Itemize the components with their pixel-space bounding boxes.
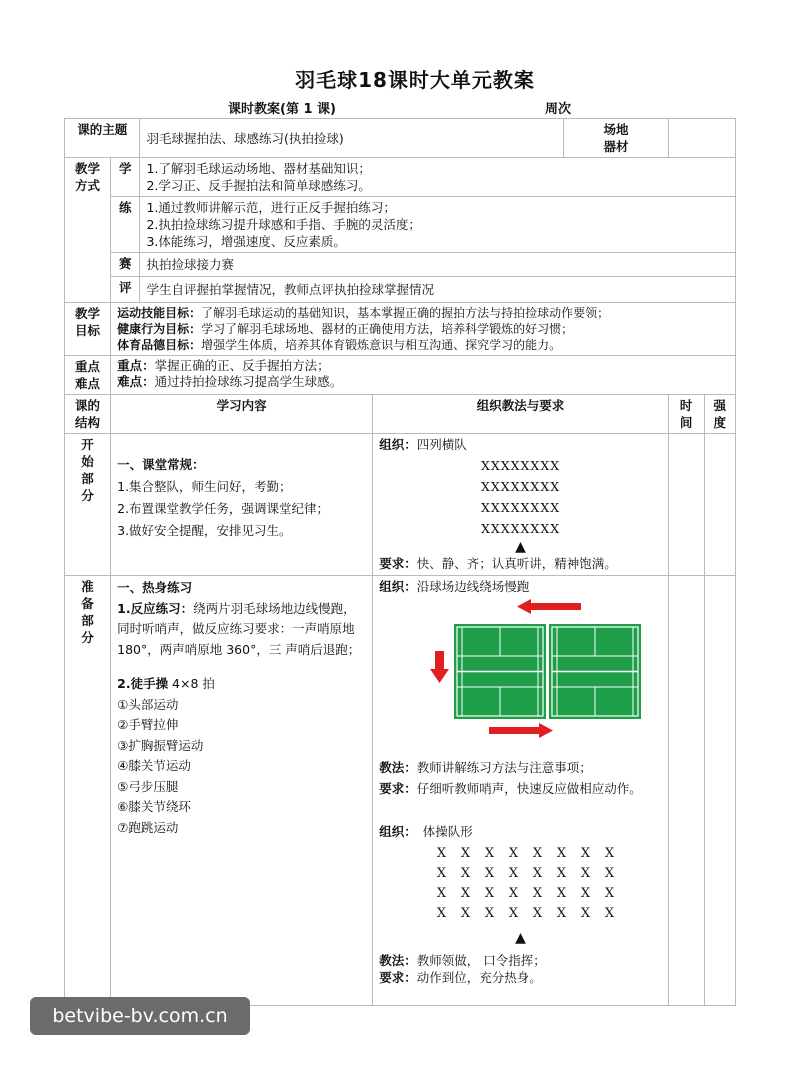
structure-label-line-1: 课的: [75, 398, 101, 413]
topic-label: 课的主题: [65, 119, 140, 158]
exercise-item: ⑦跑跳运动: [117, 819, 179, 835]
topic-value: 羽毛球握拍法、球感练习(执拍捡球): [140, 119, 564, 158]
method-key-evaluate: 评: [111, 277, 140, 303]
formation-student-mark: X: [556, 846, 567, 861]
formation-student-mark: X: [604, 846, 615, 861]
method-header: 组织教法与要求: [373, 395, 669, 434]
method-line: 1.了解羽毛球运动场地、器材基础知识；: [146, 161, 371, 176]
req-value: 动作到位，充分热身。: [416, 970, 542, 985]
prep-method-2: [379, 952, 662, 969]
exercise-item: ④膝关节运动: [117, 758, 191, 773]
formation-student-mark: X: [484, 846, 495, 861]
start-intensity-cell: [704, 434, 736, 576]
goal-name: 健康行为目标：: [117, 322, 202, 336]
prep-content: [111, 576, 373, 1006]
part-char: 分: [81, 630, 94, 645]
start-item: 3.做好安全提醒，安排见习生。: [117, 523, 292, 538]
arrow-left-icon: [517, 599, 581, 614]
start-time-cell: [668, 434, 704, 576]
venue-label-line-2: 器材: [603, 139, 629, 154]
gymnastics-formation: [389, 844, 662, 924]
goal-text: 学习了解羽毛球场地、器材的正确使用方法，培养科学锻炼的好习惯；: [201, 322, 574, 336]
org-value: 体操队形: [422, 824, 473, 839]
prep-org-2: [379, 823, 662, 840]
start-formation: [379, 455, 662, 555]
formation-student-mark: X: [508, 846, 519, 861]
formation-student-mark: X: [508, 866, 519, 881]
formation-student-mark: X: [460, 846, 471, 861]
goal-name: 体育品德目标：: [117, 338, 202, 352]
prep-method-1: [379, 759, 662, 776]
org-label: 组织：: [379, 824, 417, 839]
teacher-marker-icon: ▲: [515, 930, 526, 946]
formation-student-mark: X: [532, 886, 543, 901]
formation-student-mark: X: [580, 866, 591, 881]
methods-label-line-2: 方式: [75, 178, 101, 193]
method-row-compete: [65, 253, 736, 277]
req-value: 快、静、齐；认真听讲，精神饱满。: [416, 556, 617, 571]
goal-text: 增强学生体质，培养其体育锻炼意识与相互沟通、探究学习的能力。: [201, 338, 562, 352]
reaction-text: 绕两片羽毛球场地边线慢跑，同时听哨声，做反应练习要求：一声哨原地 180°，两声哨原地 360°，三 声哨后退跑；: [117, 600, 361, 657]
goals-label: [65, 303, 111, 356]
start-requirement: [379, 555, 662, 572]
part-char: 准: [81, 579, 94, 594]
prep-part-label: [65, 576, 111, 1006]
req-label: 要求：: [379, 970, 417, 985]
formation-student-mark: X: [532, 906, 543, 921]
goal-item: [117, 305, 729, 321]
keypoint-text: 通过持拍捡球练习提高学生球感。: [154, 374, 343, 389]
method-line: 1.通过教师讲解示范，进行正反手握拍练习；: [146, 200, 396, 215]
venue-label: [564, 119, 669, 158]
intensity-header: [704, 395, 736, 434]
method-text-learn: [140, 158, 736, 197]
formation-student-mark: X: [604, 866, 615, 881]
part-char: 备: [81, 596, 94, 611]
goals-label-line-2: 目标: [75, 323, 101, 338]
formation-row: XXXXXXXX: [480, 500, 561, 515]
week-label: 周次: [545, 102, 572, 117]
goal-text: 了解羽毛球运动的基础知识，基本掌握正确的握拍方法与持拍捡球动作要领；: [201, 306, 610, 320]
formation-student-mark: X: [580, 846, 591, 861]
prep-part-row: [65, 576, 736, 1006]
prep-heading: 一、热身练习: [117, 580, 193, 595]
method-line: 3.体能练习，增强速度、反应素质。: [146, 234, 346, 249]
reaction-exercise: [117, 599, 366, 661]
formation-student-mark: X: [532, 866, 543, 881]
method-key-practice: 练: [111, 197, 140, 253]
prep-method: [373, 576, 669, 1006]
keypoint-text: 掌握正确的正、反手握拍方法；: [154, 358, 330, 373]
badminton-court-right: [549, 624, 641, 719]
start-method: [373, 434, 669, 576]
exercise-item: ②手臂拉伸: [117, 717, 179, 732]
lesson-plan-table: [64, 118, 736, 1006]
method-key-learn: 学: [111, 158, 140, 197]
method-row-evaluate: [65, 277, 736, 303]
formation-student-mark: X: [436, 886, 447, 901]
org-value: 沿球场边线绕场慢跑: [416, 579, 530, 594]
method-text-compete: 执拍捡球接力赛: [140, 253, 736, 277]
formation-student-mark: X: [508, 886, 519, 901]
formation-student-mark: X: [532, 846, 543, 861]
method-value: 教师讲解练习方法与注意事项；: [416, 760, 592, 775]
org-value: 四列横队: [416, 437, 467, 452]
goal-item: [117, 337, 729, 353]
formation-student-mark: X: [460, 886, 471, 901]
prep-time-cell: [668, 576, 704, 1006]
start-org: [379, 436, 662, 453]
keypoints-label-line-2: 难点: [75, 376, 101, 391]
formation-row: XXXXXXXX: [480, 521, 561, 536]
req-value: 仔细听教师哨声，快速反应做相应动作。: [416, 781, 642, 796]
formation-student-mark: X: [508, 906, 519, 921]
formation-student-mark: X: [556, 906, 567, 921]
venue-label-line-1: 场地: [603, 122, 629, 137]
goals-content: [111, 303, 736, 356]
page-title: 羽毛球18课时大单元教案: [295, 68, 535, 92]
method-key-compete: 赛: [111, 253, 140, 277]
method-label: 教法：: [379, 953, 417, 968]
start-heading: 一、课堂常规：: [117, 457, 205, 472]
goal-name: 运动技能目标：: [117, 306, 202, 320]
topic-row: [65, 119, 736, 158]
org-label: 组织：: [379, 579, 417, 594]
start-part-label: [65, 434, 111, 576]
methods-label: [65, 158, 111, 303]
prep-intensity-cell: [704, 576, 736, 1006]
req-label: 要求：: [379, 781, 417, 796]
prep-org-1: [379, 578, 662, 595]
methods-label-line-1: 教学: [75, 161, 101, 176]
formation-student-mark: X: [604, 906, 615, 921]
keypoints-content: [111, 356, 736, 395]
formation-student-mark: X: [556, 886, 567, 901]
start-content: [111, 434, 373, 576]
formation-row: XXXXXXXX: [480, 479, 561, 494]
formation-student-mark: X: [436, 846, 447, 861]
formation-student-mark: X: [484, 866, 495, 881]
structure-label: [65, 395, 111, 434]
arrow-right-icon: [489, 723, 553, 738]
exercise-item: ①头部运动: [117, 696, 179, 712]
start-item: 2.布置课堂教学任务，强调课堂纪律；: [117, 501, 330, 516]
formation-student-mark: X: [436, 866, 447, 881]
time-header-line-1: 时: [679, 398, 693, 413]
goals-row: [65, 303, 736, 356]
org-label: 组织：: [379, 437, 417, 452]
formation-row: XXXXXXXX: [480, 458, 561, 473]
exercise-beats: 4×8 拍: [168, 676, 215, 691]
method-row-learn: [65, 158, 736, 197]
start-item: 1.集合整队，师生问好，考勤；: [117, 479, 292, 494]
goals-label-line-1: 教学: [75, 306, 101, 321]
keypoint-name: 难点：: [117, 374, 155, 389]
keypoint-name: 重点：: [117, 358, 155, 373]
time-header: [668, 395, 704, 434]
structure-header-row: [65, 395, 736, 434]
method-text-evaluate: 学生自评握拍掌握情况，教师点评执拍捡球掌握情况: [140, 277, 736, 303]
exercise-item: ③扩胸振臂运动: [117, 737, 204, 753]
keypoint-item: [117, 358, 729, 374]
formation-student-mark: X: [556, 866, 567, 881]
method-line: 2.执拍捡球练习提升球感和手指、手腕的灵活度；: [146, 217, 421, 232]
formation-student-mark: X: [580, 906, 591, 921]
court-diagram-svg: [401, 599, 641, 749]
formation-student-mark: X: [580, 886, 591, 901]
method-line: 2.学习正、反手握拍法和简单球感练习。: [146, 178, 371, 193]
keypoints-label-line-1: 重点: [75, 359, 101, 374]
prep-requirement-2: [379, 969, 662, 986]
intensity-header-line-2: 度: [713, 415, 726, 430]
arrow-down-icon: [430, 651, 449, 683]
formation-student-mark: X: [484, 906, 495, 921]
keypoints-row: [65, 356, 736, 395]
freehand-exercise: [117, 674, 366, 695]
goal-item: [117, 321, 729, 337]
req-label: 要求：: [379, 556, 417, 571]
keypoints-label: [65, 356, 111, 395]
content-header: 学习内容: [111, 395, 373, 434]
keypoint-item: [117, 374, 729, 390]
watermark-badge: betvibe-bv.com.cn: [30, 997, 250, 1035]
part-char: 始: [81, 454, 94, 469]
part-char: 开: [81, 437, 94, 452]
method-text-practice: [140, 197, 736, 253]
exercise-item: ⑥膝关节绕环: [117, 799, 191, 814]
formation-student-mark: X: [604, 886, 615, 901]
reaction-title: 1.反应练习：: [117, 600, 194, 616]
method-row-practice: [65, 197, 736, 253]
start-part-row: [65, 434, 736, 576]
court-diagram: [401, 599, 641, 749]
badminton-court-left: [454, 624, 546, 719]
formation-student-mark: X: [484, 886, 495, 901]
teacher-marker-icon: ▲: [515, 539, 526, 555]
lesson-number-label: 课时教案(第 1 课): [228, 102, 336, 117]
intensity-header-line-1: 强: [713, 398, 726, 413]
method-value: 教师领做， 口令指挥；: [416, 953, 546, 968]
exercise-title: 2.徒手操: [117, 676, 169, 691]
prep-requirement-1: [379, 780, 662, 797]
venue-value: [668, 119, 735, 158]
exercise-item: ⑤弓步压腿: [117, 778, 179, 794]
part-char: 分: [81, 488, 94, 503]
time-header-line-2: 间: [679, 415, 693, 430]
part-char: 部: [81, 471, 94, 486]
formation-student-mark: X: [460, 866, 471, 881]
structure-label-line-2: 结构: [75, 415, 101, 430]
part-char: 部: [81, 613, 94, 628]
formation-student-mark: X: [436, 906, 447, 921]
formation-student-mark: X: [460, 906, 471, 921]
method-label: 教法：: [379, 760, 417, 775]
